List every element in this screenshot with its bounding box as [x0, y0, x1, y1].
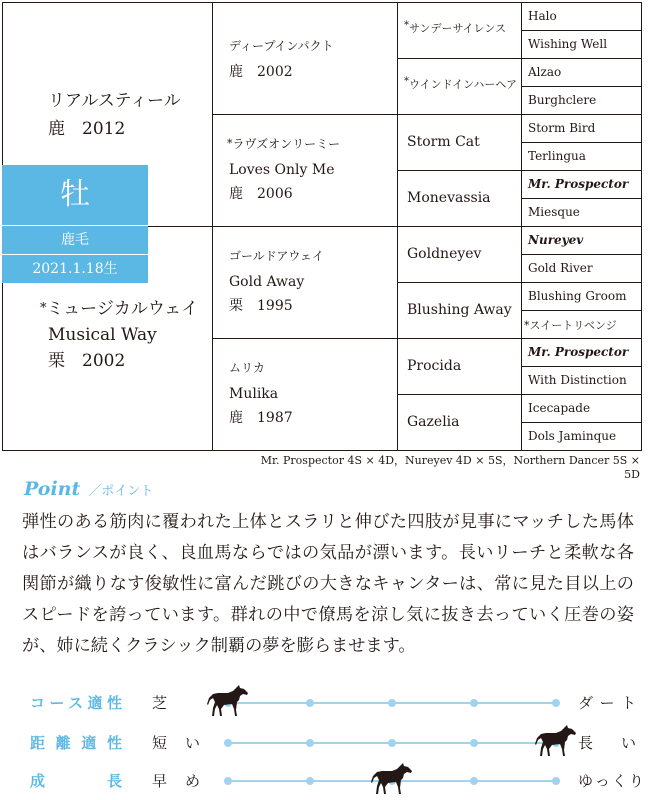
dam-color-year: 栗 2002	[48, 351, 126, 371]
point-text: 弾性のある筋肉に覆われた上体とスラリと伸びた四肢が見事にマッチした馬体はバランスが良く、良血馬ならではの気品が漂います。長いリーチと柔軟な各関節が織りなす俊敏性に富んだ跳びの大きなキャンターは、常に見た目以上のスピードを誇っています。群れの中で僚馬を涼し気に抜き去っていく圧巻の姿が、姉に続くクラシック制覇の夢を膨らませます。	[22, 512, 634, 656]
scale-dot	[388, 739, 396, 747]
gen2-name: ムリカ	[229, 361, 265, 375]
scale-dot	[388, 699, 396, 707]
coat-label: 鹿毛	[61, 232, 89, 248]
scale-dot	[552, 777, 560, 785]
gen2-name-en: Gold Away	[229, 274, 305, 290]
gen3-name: *サンデーサイレンス	[404, 20, 507, 35]
gen4-name: Blushing Groom	[528, 289, 627, 303]
gen4-name: Alzao	[528, 65, 562, 79]
horse-marker-icon	[534, 724, 578, 762]
scale-right-label: ゆっくり	[578, 772, 646, 790]
gen2-name: ゴールドアウェイ	[229, 249, 324, 263]
gen3-name: Gazelia	[407, 414, 460, 430]
scale-left-label: 短い	[152, 734, 202, 752]
horse-marker-icon	[206, 684, 250, 722]
gen4-name: *スイートリベンジ	[524, 319, 617, 332]
scale-dot	[224, 777, 232, 785]
gen2-name-en: Loves Only Me	[229, 162, 335, 178]
scale-dot	[306, 699, 314, 707]
scale-right-label: 長い	[578, 734, 638, 752]
dam-name-en: Musical Way	[48, 325, 157, 345]
scale-dot	[306, 777, 314, 785]
gen4-name: Icecapade	[528, 401, 591, 415]
horse-badge	[2, 165, 148, 283]
sire-name: リアルスティール	[48, 91, 181, 111]
scale-left-label: 早め	[152, 772, 202, 790]
point-title-en: Point	[24, 478, 81, 500]
scale-dot	[470, 777, 478, 785]
point-title-jp: ／ポイント	[88, 484, 154, 499]
gen4-name: Storm Bird	[528, 121, 596, 135]
scale-left-label: 芝	[152, 694, 170, 712]
scale-right-label: ダート	[578, 694, 638, 712]
scale-dot	[552, 699, 560, 707]
scale-label: 距離適性	[30, 734, 122, 752]
dam-name: *ミュージカルウェイ	[40, 299, 199, 319]
scale-dot	[306, 739, 314, 747]
horse-marker-icon	[370, 762, 414, 800]
scale-label: コース適性	[30, 694, 122, 712]
gen2-name: *ラヴズオンリーミー	[227, 137, 341, 151]
birthdate-label: 2021.1.18生	[32, 261, 118, 277]
gen4-name: Miesque	[528, 205, 580, 219]
gen4-name: Nureyev	[528, 233, 584, 247]
inbreeding-note: Mr. Prospector 4S × 4D，Nureyev 4D × 5S，Northern Dancer 5S × 5D	[260, 454, 640, 481]
gen3-name: Procida	[407, 358, 462, 374]
gen2-color-year: 鹿 2006	[229, 186, 293, 202]
gen4-name: Mr. Prospector	[528, 177, 629, 191]
gen4-name: Mr. Prospector	[528, 345, 629, 359]
gen4-name: Halo	[528, 9, 557, 23]
scale-dot	[224, 739, 232, 747]
gen3-name: Blushing Away	[407, 302, 512, 318]
gen2-name-en: Mulika	[229, 386, 279, 402]
gen4-name: Terlingua	[528, 149, 586, 163]
gen3-name: Goldneyev	[407, 246, 482, 262]
scale-dot	[470, 699, 478, 707]
gen4-name: Gold River	[528, 261, 593, 275]
gen2-color-year: 鹿 1987	[229, 410, 293, 426]
gen3-name: *ウインドインハーヘア	[404, 76, 518, 91]
gen4-name: Burghclere	[528, 93, 597, 107]
gen4-name: With Distinction	[528, 373, 627, 387]
scale-label: 成長	[30, 772, 122, 790]
gen3-name: Storm Cat	[407, 134, 480, 150]
gen2-color-year: 鹿 2002	[229, 64, 293, 80]
scale-dot	[470, 739, 478, 747]
gen2-name: ディープインパクト	[229, 39, 334, 53]
gen4-name: Wishing Well	[528, 37, 608, 51]
sire-color-year: 鹿 2012	[48, 119, 126, 139]
gen2-color-year: 栗 1995	[229, 298, 293, 314]
gen4-name: Dols Jaminque	[528, 429, 617, 443]
sex-label: 牡	[60, 177, 90, 212]
gen3-name: Monevassia	[407, 190, 491, 206]
point-heading	[24, 478, 153, 500]
